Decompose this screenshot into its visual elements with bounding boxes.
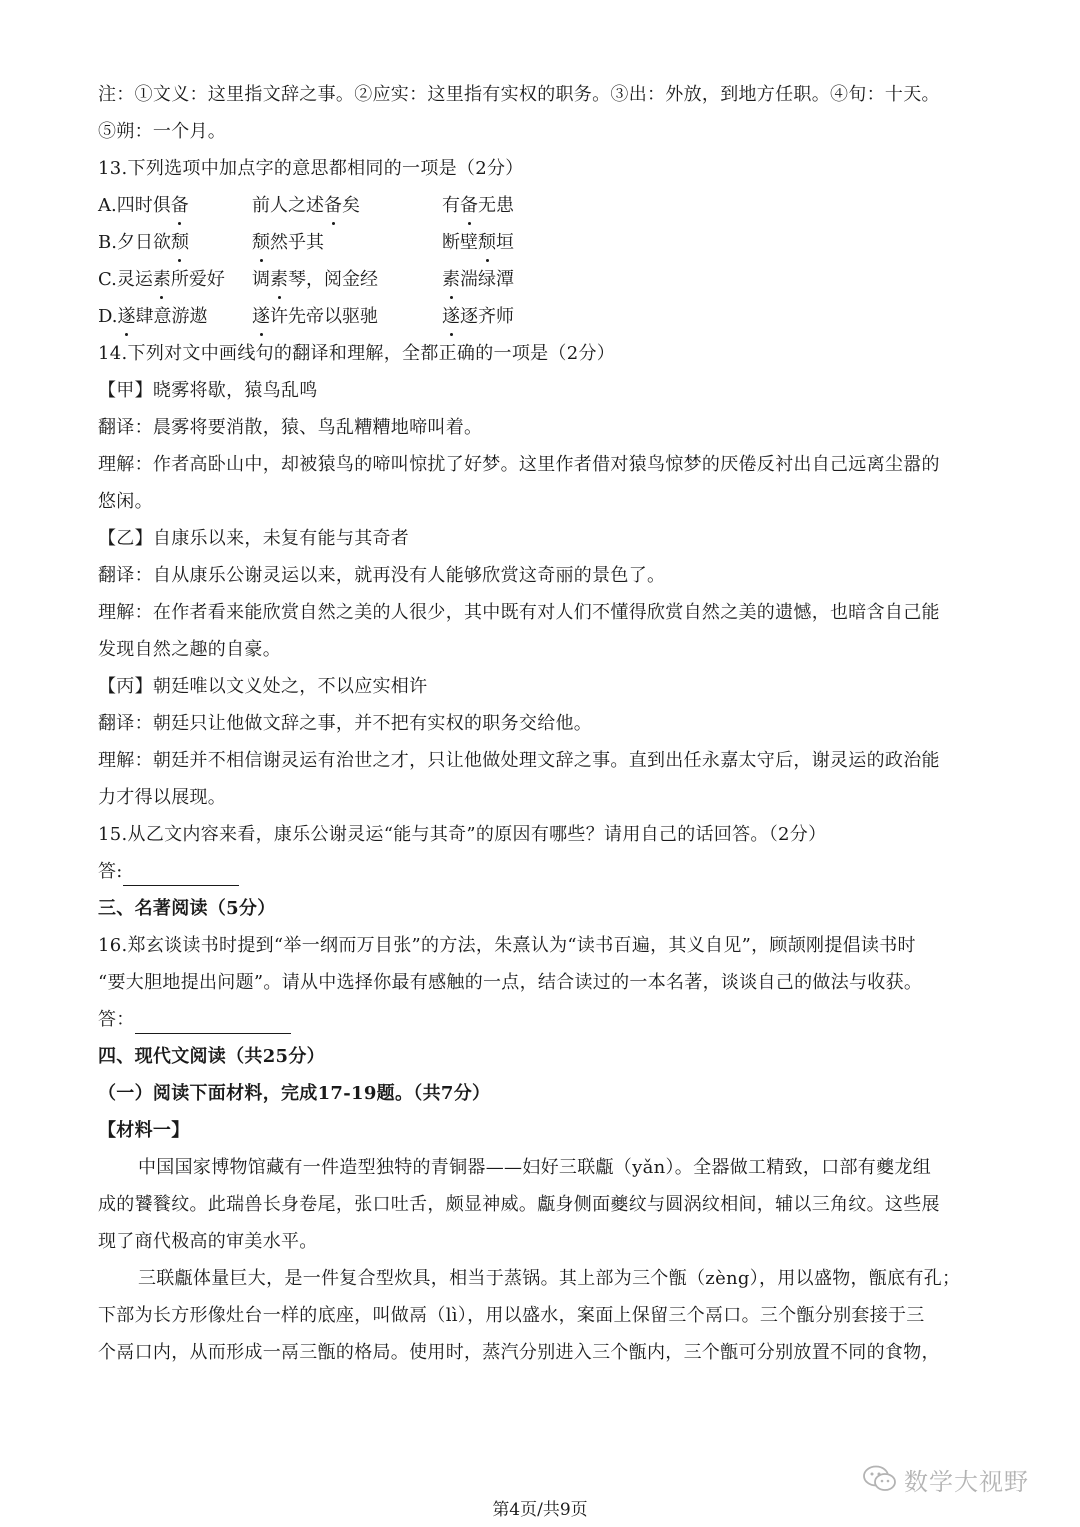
q14-jia-understanding: 理解：作者高卧山中，却被猿鸟的啼叫惊扰了好梦。这里作者借对猿鸟惊梦的厌倦反衬出自己远离尘嚣的 [98,454,940,475]
material-1-p1-line-2: 成的饕餮纹。此瑞兽长身卷尾，张口吐舌，颇显神威。甗身侧面夔纹与圆涡纹相间，辅以三角纹。这些展 [98,1194,940,1215]
q16-stem-line-2: “要大胆地提出问题”。请从中选择你最有感触的一点，结合读过的一本名著，谈谈自己的做法与收获。 [98,972,923,993]
q14-bing-understanding-cont: 力才得以展现。 [98,787,227,808]
wechat-icon [862,1464,898,1494]
material-1-p2-line-2: 下部为长方形像灶台一样的底座，叫做鬲（lì），用以盛水，案面上保留三个鬲口。三个甑分别套接于三 [98,1305,925,1326]
dotted-char: 遂 [252,303,270,331]
dotted-char: 备 [324,192,342,220]
q14-stem: 14.下列对文中画线句的翻译和理解，全都正确的一项是（2分） [98,343,616,364]
section-4-subtitle: （一）阅读下面材料，完成17-19题。（共7分） [98,1083,491,1104]
q14-yi-understanding: 理解：在作者看来能欣赏自然之美的人很少，其中既有对人们不懂得欣赏自然之美的遗憾，也暗含自己能 [98,602,940,623]
q15-stem: 15.从乙文内容来看，康乐公谢灵运“能与其奇”的原因有哪些？请用自己的话回答。（2分） [98,824,827,845]
dotted-char: 素 [270,266,288,294]
section-4-title: 四、现代文阅读（共25分） [98,1046,325,1067]
dotted-char: 颓 [252,229,270,257]
dotted-char: 颓 [171,229,189,257]
q13-stem: 13.下列选项中加点字的意思都相同的一项是（2分） [98,158,524,179]
section-3-title: 三、名著阅读（5分） [98,898,276,919]
dotted-char: 颓 [478,229,496,257]
watermark-text: 数学大视野 [904,1467,1029,1496]
dotted-char: 遂 [118,303,136,331]
q14-yi-understanding-cont: 发现自然之趣的自豪。 [98,639,281,660]
note-line-2: ⑤朔：一个月。 [98,121,227,142]
note-line-1: 注：①文义：这里指文辞之事。②应实：这里指有实权的职务。③出：外放，到地方任职。④旬：十天。 [98,84,940,105]
material-1-p2-line-1: 三联甗体量巨大，是一件复合型炊具，相当于蒸锅。其上部为三个甑（zèng），用以盛物，甑底有孔； [138,1268,961,1289]
dotted-char: 备 [460,192,478,220]
q16-stem-line-1: 16.郑玄谈读书时提到“举一纲而万目张”的方法，朱熹认为“读书百遍，其义自见”，顾颉刚提倡读书时 [98,935,916,956]
material-1-p2-line-3: 个鬲口内，从而形成一鬲三甑的格局。使用时，蒸汽分别进入三个甑内，三个甑可分别放置不同的食物， [98,1342,940,1363]
page-number: 第4页/共9页 [492,1500,588,1520]
q14-bing-title: 【丙】朝廷唯以文义处之，不以应实相许 [98,676,428,697]
q14-yi-translation: 翻译：自从康乐公谢灵运以来，就再没有人能够欣赏这奇丽的景色了。 [98,565,666,586]
dotted-char: 素 [442,266,460,294]
q14-bing-translation: 翻译：朝廷只让他做文辞之事，并不把有实权的职务交给他。 [98,713,593,734]
q14-jia-title: 【甲】晓雾将歇，猿鸟乱鸣 [98,380,318,401]
material-1-label: 【材料一】 [98,1120,190,1141]
material-1-p1-line-3: 现了商代极高的审美水平。 [98,1231,318,1252]
q14-jia-understanding-cont: 悠闲。 [98,491,153,512]
q15-answer-line[interactable]: 答: [98,858,239,886]
q14-bing-understanding: 理解：朝廷并不相信谢灵运有治世之才，只让他做处理文辞之事。直到出任永嘉太守后，谢灵运的政治能 [98,750,940,771]
q16-answer-line[interactable]: 答： [98,1006,291,1034]
watermark [862,1462,1052,1496]
dotted-char: 备 [171,192,189,220]
q14-yi-title: 【乙】自康乐以来，未复有能与其奇者 [98,528,410,549]
q14-jia-translation: 翻译：晨雾将要消散，猿、鸟乱糟糟地啼叫着。 [98,417,483,438]
material-1-p1-line-1: 中国国家博物馆藏有一件造型独特的青铜器——妇好三联甗（yǎn）。全器做工精致，口部有夔龙组 [138,1157,931,1178]
dotted-char: 素 [153,266,171,294]
dotted-char: 遂 [442,303,460,331]
